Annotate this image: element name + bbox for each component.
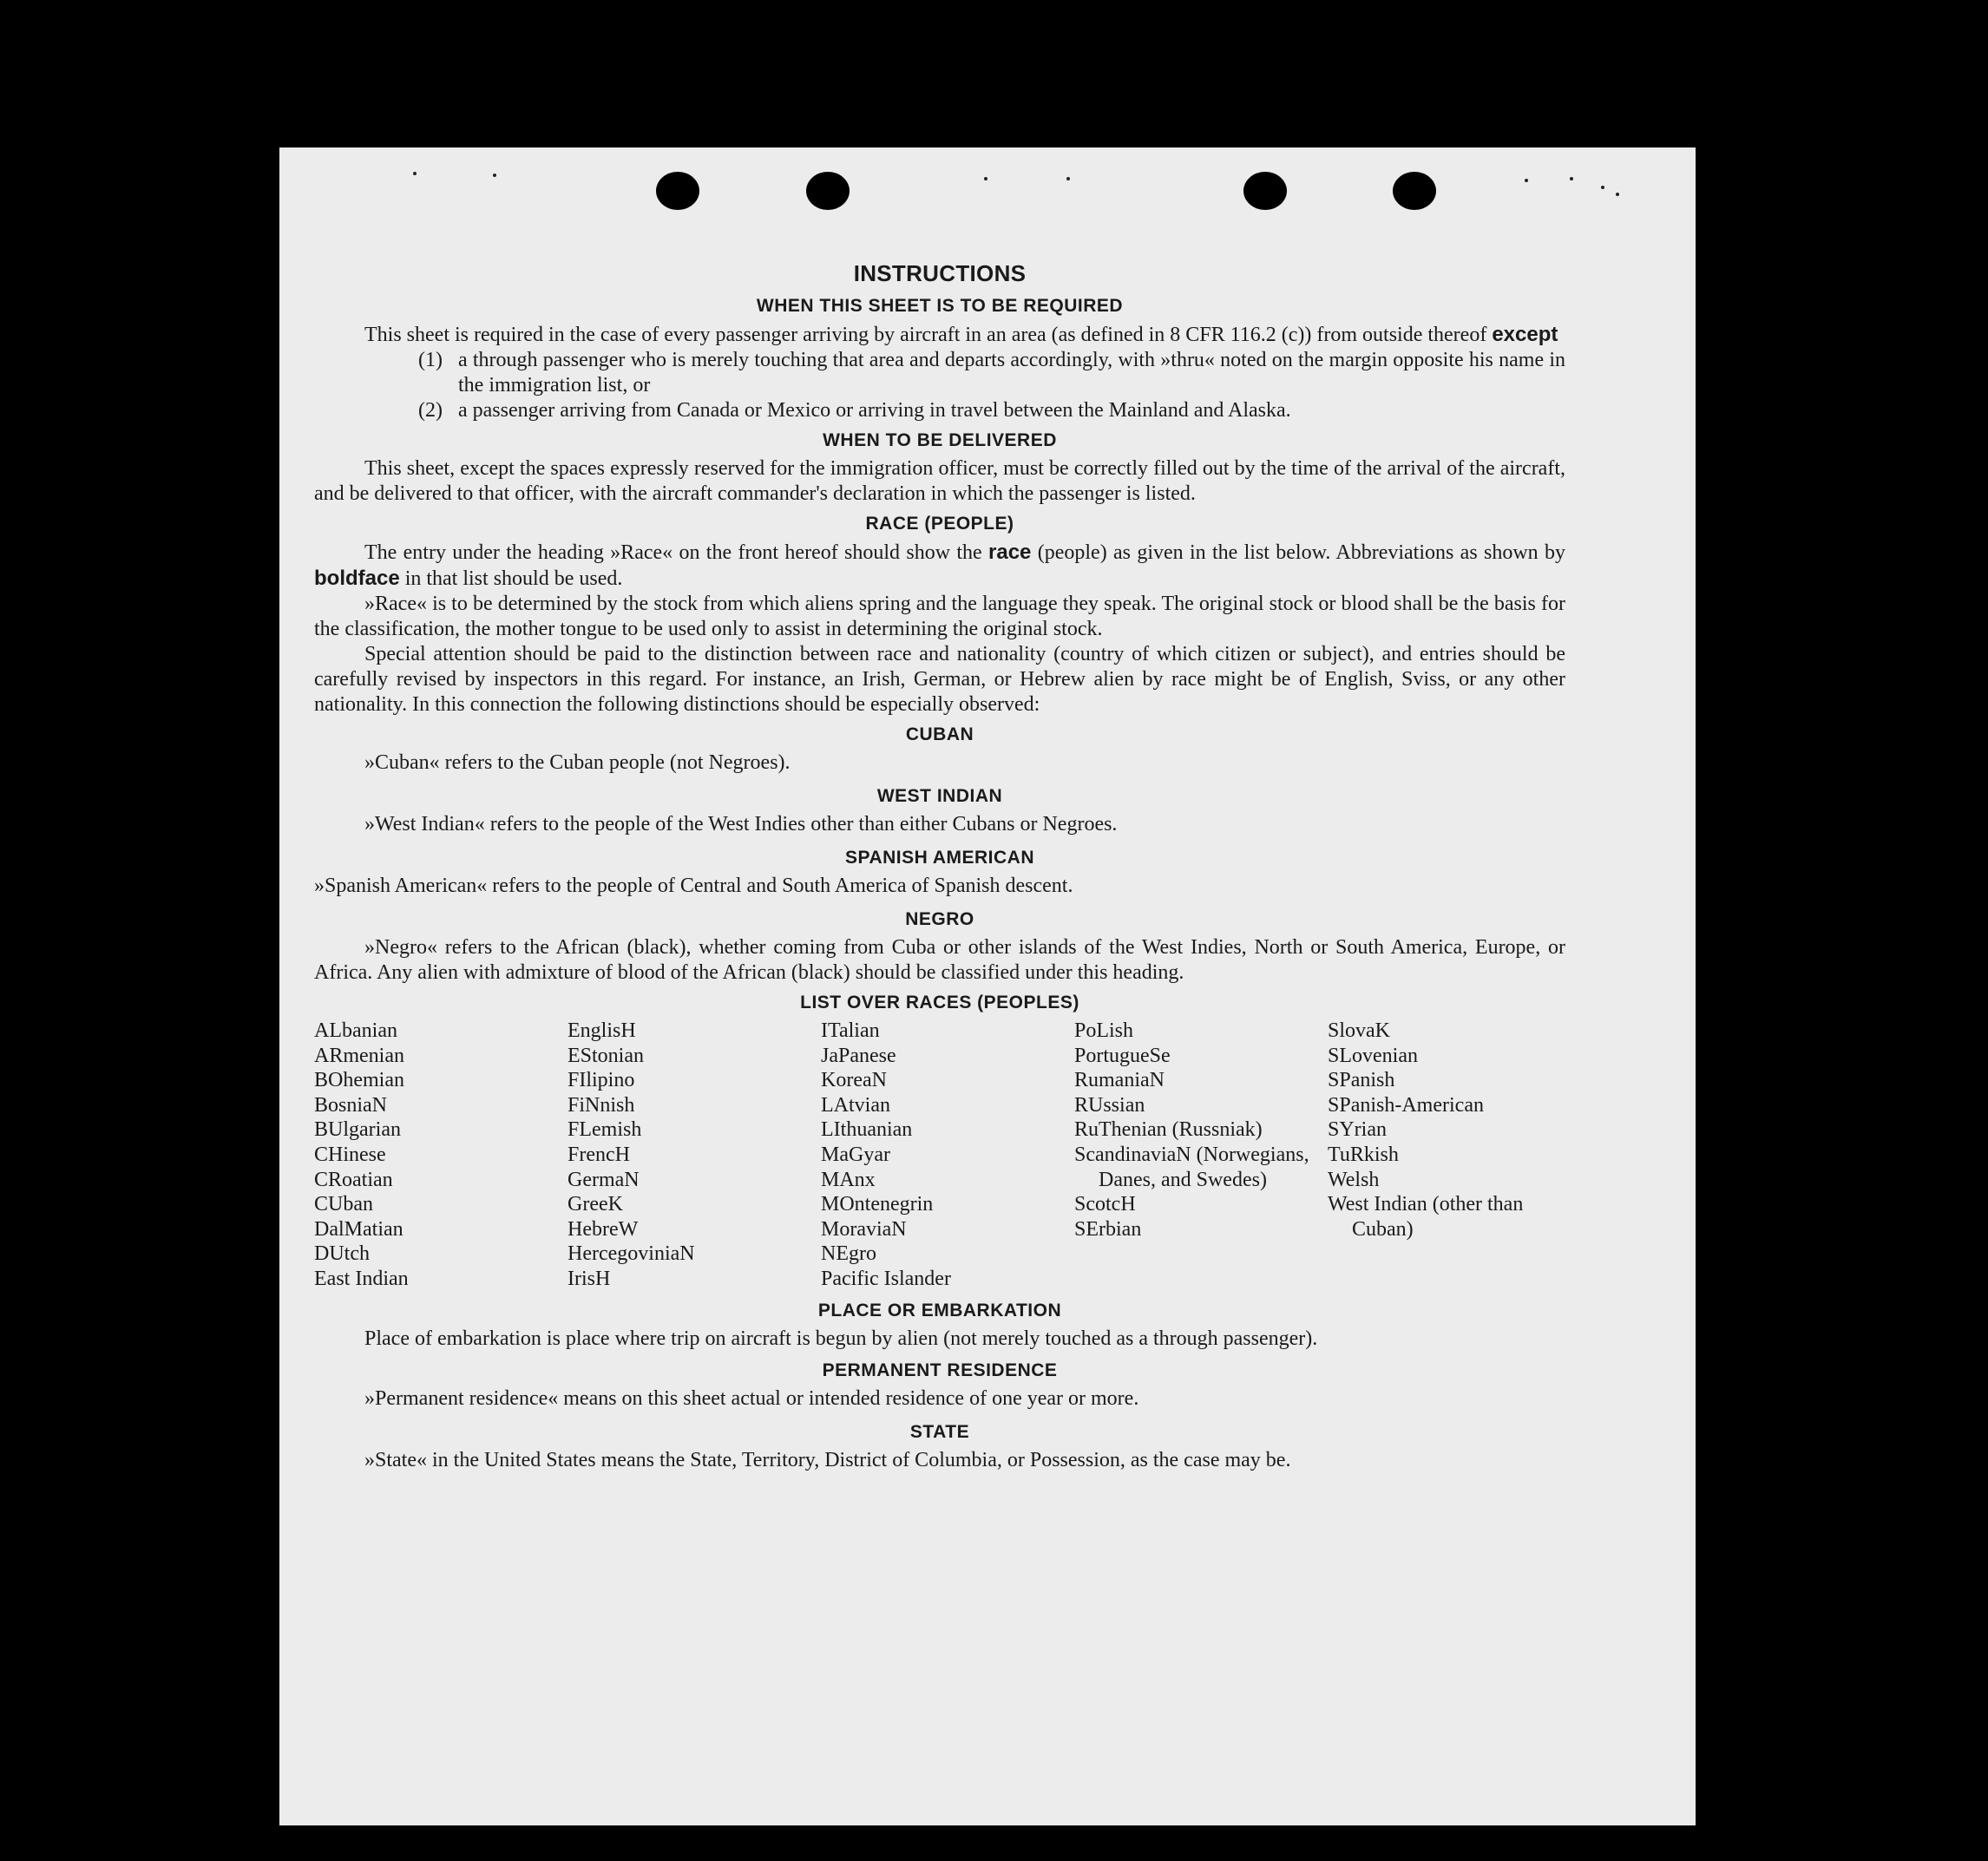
race-entry: BOhemian bbox=[314, 1069, 404, 1092]
race-entry: CRoatian bbox=[314, 1168, 393, 1191]
race-entry: HebreW bbox=[568, 1217, 639, 1241]
permanent-residence-text: »Permanent residence« means on this sheet actual or intended residence of one year or more. bbox=[364, 1386, 1139, 1410]
paper-speck bbox=[1570, 177, 1573, 180]
west-indian-text: »West Indian« refers to the people of the West Indies other than either Cubans or Negroes. bbox=[364, 813, 1118, 835]
paper-speck bbox=[1601, 186, 1604, 189]
negro-text: »Negro« refers to the African (black), whether coming from Cuba or other islands of the West Indies, North or South America, Europe, or Africa. Any alien with admixture of blood of the African (black) should be classified under this heading. bbox=[314, 936, 1565, 984]
race-entry: FIlipino bbox=[568, 1069, 635, 1092]
race-entry: KoreaN bbox=[821, 1069, 887, 1092]
paper-speck bbox=[1525, 179, 1528, 182]
paper-speck bbox=[984, 177, 987, 180]
race-entry: ALbanian bbox=[314, 1019, 397, 1042]
embarkation-text: Place of embarkation is place where trip on aircraft is begun by alien (not merely touched as a through passenger). bbox=[364, 1327, 1318, 1350]
race-entry: SErbian bbox=[1074, 1217, 1142, 1241]
race-entry: ScandinaviaN (Norwegians, Danes, and Swedes) bbox=[1074, 1143, 1309, 1191]
heading-embarkation: PLACE OR EMBARKATION bbox=[817, 1300, 1062, 1320]
race-entry: SLovenian bbox=[1328, 1044, 1418, 1067]
race-entry: Welsh bbox=[1328, 1168, 1380, 1191]
race-entry: ARmenian bbox=[314, 1044, 404, 1067]
heading-when-required: WHEN THIS SHEET IS TO BE REQUIRED bbox=[756, 296, 1124, 316]
race-entry: West Indian (other than Cuban) bbox=[1328, 1193, 1524, 1241]
race-entry: MaGyar bbox=[821, 1143, 890, 1166]
race-entry: MoraviaN bbox=[821, 1217, 907, 1241]
paper-speck bbox=[1066, 177, 1070, 180]
document-page bbox=[279, 147, 1696, 1825]
race-entry: FiNnish bbox=[568, 1093, 635, 1117]
race-entry: EnglisH bbox=[568, 1019, 636, 1042]
race-entry: SlovaK bbox=[1328, 1019, 1390, 1042]
race-entry: DUtch bbox=[314, 1242, 370, 1266]
race-entry: SPanish bbox=[1328, 1069, 1395, 1092]
race-entry: FLemish bbox=[568, 1118, 642, 1142]
race-column bbox=[314, 1019, 568, 1292]
punch-hole bbox=[656, 172, 699, 210]
race-paragraph-1: The entry under the heading »Race« on the front hereof should show the race (people) as given in the list below. Abbreviations as shown by boldface in that list should be used. bbox=[314, 541, 1565, 590]
race-list bbox=[314, 1019, 1565, 1292]
race-entry: LIthuanian bbox=[821, 1118, 913, 1142]
exception-item-1: (1) a through passenger who is merely touching that area and departs accordingly, with »thru« noted on the margin opposite his name in the immigration list, or bbox=[418, 349, 1565, 396]
paper-speck bbox=[1616, 193, 1619, 196]
race-entry: SPanish-American bbox=[1328, 1093, 1484, 1117]
page-title: INSTRUCTIONS bbox=[853, 260, 1027, 286]
race-entry: ITalian bbox=[821, 1019, 880, 1042]
instructions-content bbox=[314, 260, 1565, 1473]
race-entry: TuRkish bbox=[1328, 1143, 1399, 1166]
punch-hole bbox=[1243, 172, 1287, 210]
race-entry: NEgro bbox=[821, 1242, 876, 1266]
race-entry: BUlgarian bbox=[314, 1118, 401, 1142]
heading-race-list: LIST OVER RACES (PEOPLES) bbox=[800, 993, 1079, 1012]
heading-race: RACE (PEOPLE) bbox=[865, 514, 1014, 534]
heading-cuban: CUBAN bbox=[905, 724, 974, 744]
race-entry: GreeK bbox=[568, 1193, 623, 1216]
race-paragraph-3: Special attention should be paid to the distinction between race and nationality (country of which citizen or subject), and entries should be carefully revised by inspectors in this regard. For instance, an Irish, German, or Hebrew alien by race might be of English, Sviss, or any other nationality. In this connection the following distinctions should be especially observed: bbox=[314, 643, 1565, 716]
punch-hole bbox=[806, 172, 850, 210]
race-column bbox=[821, 1019, 1074, 1292]
race-entry: EStonian bbox=[568, 1044, 644, 1067]
race-entry: DalMatian bbox=[314, 1217, 404, 1241]
race-entry: IrisH bbox=[568, 1267, 611, 1290]
exception-item-2: (2) a passenger arriving from Canada or Mexico or arriving in travel between the Mainland and Alaska. bbox=[418, 399, 1291, 422]
when-delivered-text: This sheet, except the spaces expressly reserved for the immigration officer, must be correctly filled out by the time of the arrival of the aircraft, and be delivered to that officer, with the aircraft commander's declaration in which the passenger is listed. bbox=[314, 457, 1565, 505]
heading-permanent-residence: PERMANENT RESIDENCE bbox=[822, 1360, 1058, 1380]
race-entry: GermaN bbox=[568, 1168, 640, 1191]
heading-when-delivered: WHEN TO BE DELIVERED bbox=[823, 430, 1057, 450]
state-text: »State« in the United States means the State, Territory, District of Columbia, or Possession, as the case may be. bbox=[364, 1448, 1291, 1471]
when-required-intro: This sheet is required in the case of every passenger arriving by aircraft in an area (as defined in 8 CFR 116.2 (c)) from outside thereof except bbox=[364, 323, 1558, 346]
race-entry: FrencH bbox=[568, 1143, 630, 1166]
race-entry: PortugueSe bbox=[1074, 1044, 1171, 1067]
spanish-american-text: »Spanish American« refers to the people of Central and South America of Spanish descent. bbox=[314, 875, 1073, 897]
paper-speck bbox=[493, 174, 496, 177]
race-entry: SYrian bbox=[1328, 1118, 1387, 1142]
punch-hole bbox=[1393, 172, 1436, 210]
race-entry: Pacific Islander bbox=[821, 1267, 951, 1290]
race-column bbox=[568, 1019, 821, 1292]
race-entry: East Indian bbox=[314, 1267, 409, 1290]
heading-west-indian: WEST INDIAN bbox=[876, 786, 1003, 806]
heading-state: STATE bbox=[909, 1421, 970, 1442]
race-column bbox=[1328, 1019, 1581, 1292]
race-entry: HercegoviniaN bbox=[568, 1242, 695, 1266]
cuban-text: »Cuban« refers to the Cuban people (not Negroes). bbox=[364, 751, 791, 774]
race-entry: RUssian bbox=[1074, 1093, 1145, 1117]
paper-speck bbox=[413, 172, 417, 175]
race-entry: CUban bbox=[314, 1193, 373, 1216]
race-entry: RumaniaN bbox=[1074, 1069, 1165, 1092]
race-entry: JaPanese bbox=[821, 1044, 896, 1067]
race-entry: CHinese bbox=[314, 1143, 386, 1166]
race-entry: MOntenegrin bbox=[821, 1193, 934, 1216]
heading-negro: NEGRO bbox=[905, 909, 974, 929]
race-entry: LAtvian bbox=[821, 1093, 890, 1117]
heading-spanish-american: SPANISH AMERICAN bbox=[844, 848, 1034, 868]
race-entry: PoLish bbox=[1074, 1019, 1134, 1042]
race-entry: RuThenian (Russniak) bbox=[1074, 1118, 1263, 1142]
race-paragraph-2: »Race« is to be determined by the stock from which aliens spring and the language they speak. The original stock or blood shall be the basis for the classification, the mother tongue to be used only to assist in determining the original stock. bbox=[314, 593, 1565, 640]
race-column bbox=[1074, 1019, 1328, 1292]
race-entry: ScotcH bbox=[1074, 1193, 1136, 1216]
race-entry: BosniaN bbox=[314, 1093, 387, 1117]
race-entry: MAnx bbox=[821, 1168, 876, 1191]
